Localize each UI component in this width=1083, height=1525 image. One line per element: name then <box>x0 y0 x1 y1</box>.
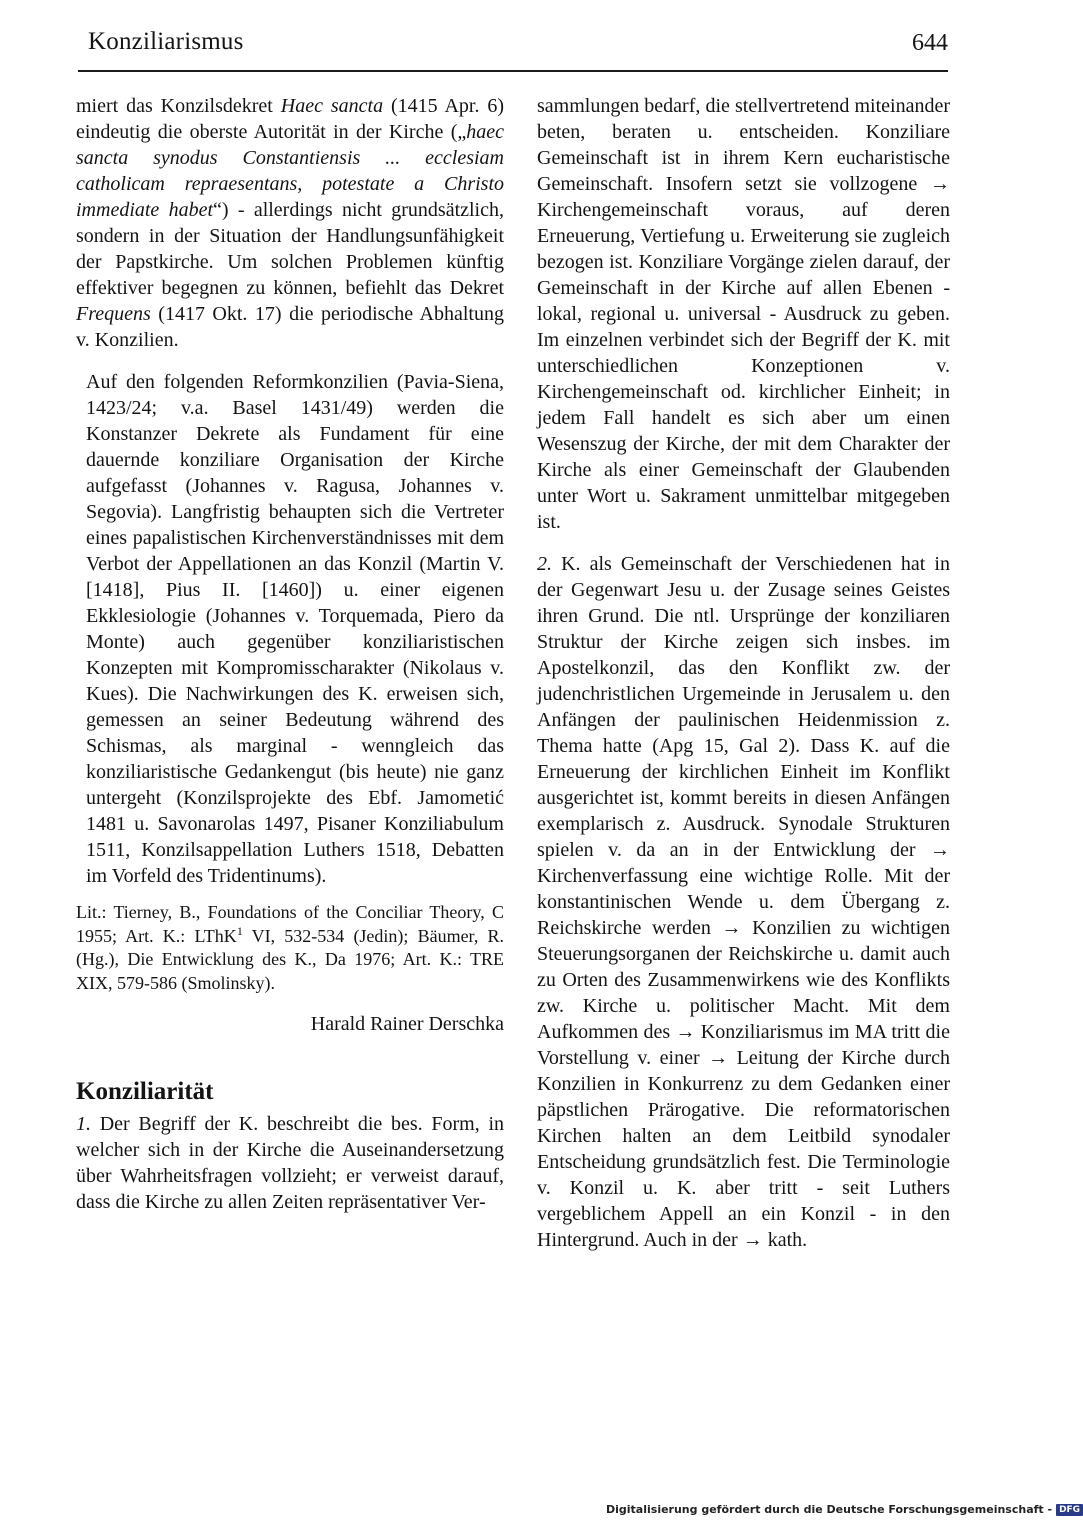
paragraph-konziliaritaet-2 <box>537 551 950 1253</box>
paragraph-konziliaritaet-1 <box>76 1111 504 1215</box>
text-run: VI, 532-534 (Jedin); Bäumer, R. (Hg.), Die Entwicklung des K., Da 1976; Art. K.: TRE XIX, 579-586 (Smolinsky). <box>76 925 504 993</box>
text-run: “) - allerdings nicht grundsätzlich, sondern in der Situation der Handlungsunfähigkeit der Papstkirche. Um solchen Problemen künftig effektiver begegnen zu können, befiehlt das Dekret <box>76 199 504 299</box>
author-signature: Harald Rainer Derschka <box>310 1013 504 1035</box>
text-run: (1415 Apr. 6) eindeutig die oberste Autorität in der Kirche („ <box>76 95 505 143</box>
left-column <box>76 93 504 1215</box>
entry-title: Konziliarität <box>76 1078 214 1105</box>
running-head: Konziliarismus <box>88 28 244 55</box>
italic-run: Frequens <box>76 303 151 325</box>
right-column <box>537 93 950 1253</box>
footer-text: Digitalisierung gefördert durch die Deutsche Forschungsgemeinschaft - <box>606 1503 1053 1516</box>
literature-note <box>76 901 504 995</box>
text-run: Lit.: Tierney, B., Foundations of the Conciliar Theory, C 1955; Art. K.: LThK <box>76 902 504 946</box>
paragraph-reformkonzilien: Auf den folgenden Reformkonzilien (Pavia-Siena, 1423/24; v.a. Basel 1431/49) werden die Konstanzer Dekrete als Fundament für eine dauernde konziliare Organisation der Kirche aufgefasst (Johannes v. Ragusa, Johannes v. Segovia). Langfristig behaupten sich die Vertreter eines papalistischen Kirchenverständnisses mit dem Verbot der Appellationen an das Konzil (Martin V. [1418], Pius II. [1460]) u. einer eigenen Ekklesiologie (Johannes v. Torquemada, Piero da Monte) auch gegenüber konziliaristischen Konzepten mit Kompromisscharakter (Nikolaus v. Kues). Die Nachwirkungen des K. erweisen sich, gemessen an seiner Bedeutung während des Schismas, als marginal - wenngleich das konziliaristische Gedankengut (bis heute) nie ganz untergeht (Konzilsprojekte des Ebf. Jamometić 1481 u. Savonarolas 1497, Pisaner Konziliabulum 1511, Konzilsappellation Luthers 1518, Debatten im Vorfeld des Tridentinums). <box>86 371 504 887</box>
section-number: 2. <box>537 553 552 575</box>
text-run: miert das Konzilsdekret <box>76 95 281 117</box>
digitization-footer <box>606 1503 1083 1516</box>
page-number: 644 <box>912 30 948 56</box>
text-run: (1417 Okt. 17) die periodische Abhaltung v. Konzilien. <box>76 303 504 351</box>
section-number: 1. <box>76 1113 91 1135</box>
superscript: 1 <box>236 923 243 938</box>
italic-run: Haec sancta <box>280 95 384 117</box>
italic-quote: haec sancta synodus Constantiensis ... ecclesiam catholicam repraesentans, potestate a Christo immediate habet <box>76 121 504 221</box>
paragraph-versammlungen: sammlungen bedarf, die stellvertretend miteinander beten, beraten u. entscheiden. Konziliare Gemeinschaft ist in ihrem Kern eucharistische Gemeinschaft. Insofern setzt sie vollzogene → Kirchengemeinschaft voraus, auf deren Erneuerung, Vertiefung u. Erweiterung sie zugleich bezogen ist. Konziliare Vorgänge zielen darauf, der Gemeinschaft in der Kirche auf allen Ebenen - lokal, regional u. universal - Ausdruck zu geben. Im einzelnen verbindet sich der Begriff der K. mit unterschiedlichen Konzeptionen v. Kirchengemeinschaft od. kirchlicher Einheit; in jedem Fall handelt es sich aber um einen Wesenszug der Kirche, der mit dem Charakter der Kirche als einer Gemeinschaft der Glaubenden unter Wort u. Sakrament unmittelbar mitgegeben ist. <box>537 95 950 533</box>
text-run: Der Begriff der K. beschreibt die bes. Form, in welcher sich in der Kirche die Auseinandersetzung über Wahrheitsfragen vollzieht; er verweist darauf, dass die Kirche zu allen Zeiten repräsentativer Ver- <box>76 1113 504 1213</box>
paragraph-haec-sancta <box>76 93 504 353</box>
text-run: K. als Gemeinschaft der Verschiedenen hat in der Gegenwart Jesu u. der Zusage seines Geistes ihren Grund. Die ntl. Ursprünge der konziliaren Struktur der Kirche zeigen sich insbes. im Apostelkonzil, das den Konflikt zw. der judenchristlichen Urgemeinde in Jerusalem u. den Anfängen der paulinischen Heidenmission z. Thema hatte (Apg 15, Gal 2). Dass K. auf die Erneuerung der kirchlichen Einheit im Konflikt ausgerichtet ist, kommt bereits in diesen Anfängen exemplarisch z. Ausdruck. Synodale Strukturen spielen v. da an in der Entwicklung der → Kirchenverfassung eine wichtige Rolle. Mit der konstantinischen Wende u. dem Übergang z. Reichskirche werden → Konzilien zu wichtigen Steuerungsorganen der Reichskirche u. damit auch zu Orten des Zusammenwirkens wie des Konflikts zw. Kirche u. politischer Macht. Mit dem Aufkommen des → Konziliarismus im MA tritt die Vorstellung v. einer → Leitung der Kirche durch Konzilien in Konkurrenz zu dem Gedanken einer päpstlichen Prärogative. Die reformatorischen Kirchen halten an dem Leitbild synodaler Entscheidung grundsätzlich fest. Die Terminologie v. Konzil u. K. aber tritt - seit Luthers vergeblichem Appell an ein Konzil - in den Hintergrund. Auch in der → kath. <box>537 553 950 1251</box>
dfg-logo: DFG <box>1056 1504 1083 1516</box>
page-header <box>78 26 948 72</box>
